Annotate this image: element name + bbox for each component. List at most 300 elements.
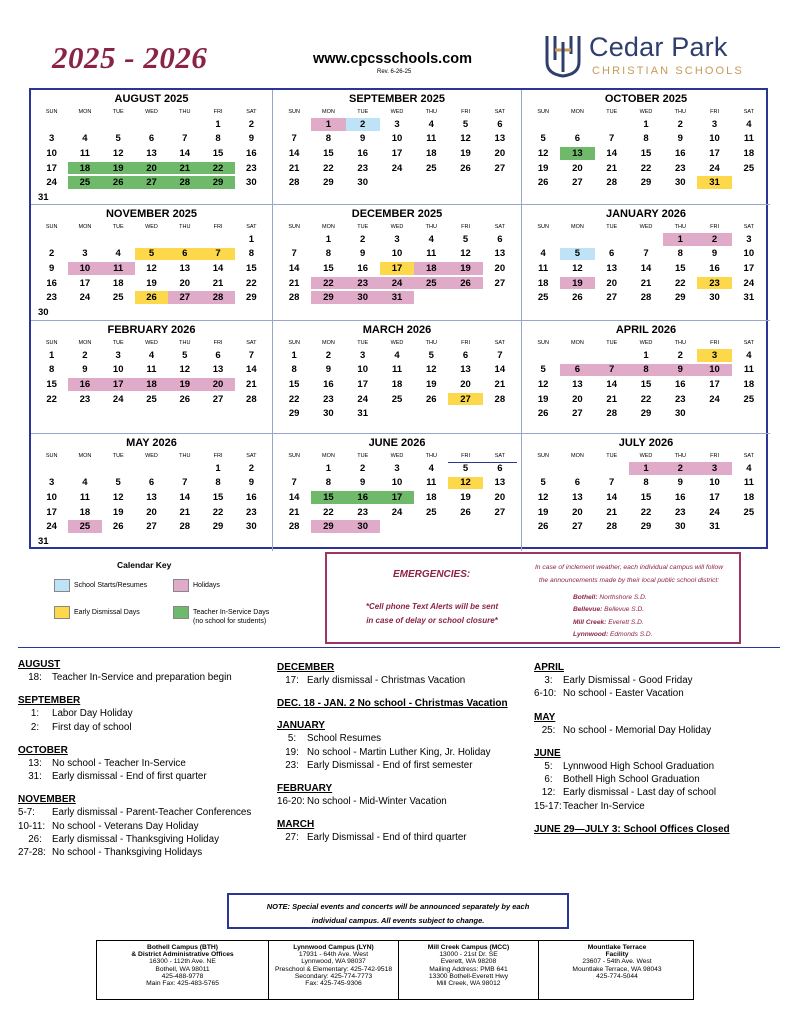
calendar-day: 25 [743,393,755,405]
key-early-dismissal [54,606,140,619]
calendar-day: 29 [323,177,334,189]
calendar-day: 31 [38,191,49,203]
calendar-day: 9 [677,477,683,489]
calendar-day: 3 [394,233,400,245]
calendar-week [273,290,521,305]
calendar-day: 16 [357,147,368,159]
calendar-day: 21 [212,277,224,289]
calendar-day: 25 [425,162,437,174]
calendar-empty [168,462,201,475]
calendar-day: 27 [572,177,583,189]
calendar-day: 25 [425,506,437,518]
campus-name: Mountlake Terrace [587,944,647,951]
weekday-label: WED [639,109,653,115]
calendar-empty [526,349,560,362]
calendar-day: 15 [640,491,652,503]
calendar-day: 13 [560,147,594,160]
calendar-day: 13 [179,262,191,274]
calendar-day: 13 [494,248,506,260]
calendar-day: 25 [68,176,101,189]
month-title: JUNE 2026 [368,437,426,449]
text-alert-notice [357,600,507,628]
event-date: 31: [28,771,42,783]
calendar-empty [168,118,201,131]
weekday-header-row [273,109,521,117]
calendar-week [273,490,521,505]
campus-detail: Mailing Address: PMB 641 [429,965,508,973]
calendar-week [31,232,272,247]
calendar-week [522,363,770,378]
campus-detail: Fax: 425-745-9306 [305,980,362,988]
campus-detail: Main Fax: 425-483-5765 [146,980,219,988]
weekday-label: TUE [606,340,618,346]
calendar-day: 25 [414,277,448,290]
calendar-day: 26 [537,408,549,420]
calendar-day: 16 [68,378,101,391]
calendar-day: 23 [357,506,368,518]
calendar-day: 1 [643,118,649,130]
calendar-day: 10 [391,133,403,145]
calendar-day: 29 [212,521,224,533]
calendar-day: 11 [391,364,403,376]
calendar-day: 3 [48,477,55,489]
calendar-day: 3 [394,462,400,474]
calendar-empty [277,233,311,246]
calendar-day: 26 [179,393,191,405]
calendar-day: 3 [711,118,718,130]
weekday-label: THU [179,453,191,459]
calendar-day: 12 [537,147,549,159]
event-month-heading: APRIL [534,662,564,673]
weekday-label: SUN [288,109,300,115]
calendar-day: 13 [606,262,617,274]
calendar-day: 21 [168,162,201,175]
calendar-day: 6 [574,477,581,489]
event-row [534,687,779,700]
calendar-day: 29 [640,521,652,533]
campus-name: Bothell Campus (BTH) [147,944,218,951]
calendar-empty [168,233,201,246]
calendar-day: 10 [697,364,731,377]
calendar-day: 6 [148,133,155,145]
calendar-day: 22 [246,277,257,289]
campus-detail: 425-774-5044 [596,972,638,980]
weekday-label: FRI [213,109,223,115]
weekday-header-row [273,453,521,461]
calendar-day: 9 [48,262,55,274]
calendar-day: 15 [212,147,224,159]
event-description: Early dismissal - Last day of school [563,787,716,799]
calendar-day: 12 [112,147,124,159]
calendar-day: 19 [537,162,549,174]
calendar-day: 17 [357,378,368,390]
calendar-empty [560,233,594,246]
calendar-day: 17 [46,506,57,518]
event-description: No school - Thanksgiving Holidays [52,847,203,859]
weekday-label: THU [425,109,437,115]
event-group-october [18,745,263,784]
event-group-may [534,712,779,737]
calendar-week [522,261,770,276]
campus-detail: Bothell, WA 98011 [155,965,210,973]
calendar-day: 10 [391,477,403,489]
calendar-day: 24 [391,506,403,518]
calendar-week [31,392,272,407]
weekday-label: SAT [743,224,754,230]
calendar-day: 7 [291,248,297,260]
calendar-day: 2 [677,118,683,130]
weekday-label: THU [674,109,686,115]
calendar-day: 14 [246,364,257,376]
event-description: Early dismissal - Thanksgiving Holiday [52,834,219,846]
calendar-day: 11 [146,364,157,376]
weekday-label: FRI [710,340,719,346]
holiday-swatch [173,579,189,592]
events-column-2 [277,662,522,856]
event-date: 10-11: [18,820,46,832]
calendar-day: 8 [48,364,55,376]
weekday-header-row [273,340,521,348]
calendar-day: 9 [360,477,366,489]
calendar-day: 21 [288,506,300,518]
weekday-label: TUE [357,340,369,346]
calendar-day: 8 [643,477,649,489]
campus-name: & District Administrative Offices [131,951,234,959]
event-description: Early dismissal - End of first quarter [52,771,207,783]
calendar-day: 30 [674,408,686,420]
calendar-day: 1 [643,349,649,361]
calendar-day: 22 [201,162,234,175]
calendar-empty [380,520,414,533]
calendar-week [273,406,521,421]
calendar-empty [277,462,311,475]
calendar-day: 20 [135,162,168,175]
weekday-label: FRI [710,453,719,459]
district-row [573,604,653,616]
calendar-week [31,276,272,291]
calendar-day: 26 [460,506,471,518]
calendar-week [522,476,770,491]
weekday-label: THU [674,224,686,230]
calendar-day: 1 [248,233,254,245]
key-label: Holidays [193,582,220,589]
event-date: 27: [285,832,299,844]
month-september-2025 [273,90,522,205]
calendar-day: 21 [606,393,617,405]
calendar-empty [526,118,560,131]
month-january-2026 [522,205,770,321]
key-school-start [54,579,147,592]
calendar-day: 12 [112,491,124,503]
calendar-day: 13 [572,491,583,503]
calendar-day: 6 [560,364,594,377]
calendar-day: 28 [179,521,191,533]
calendar-week [522,175,770,190]
calendar-day: 16 [246,491,257,503]
month-february-2026 [31,321,273,434]
event-special-notice: DEC. 18 - JAN. 2 No school - Christmas Vacation [277,698,508,710]
event-special-notice: JUNE 29—JULY 3: School Offices Closed [534,824,730,836]
calendar-day: 30 [246,521,257,533]
weekday-label: SUN [537,453,549,459]
weekday-label: TUE [357,453,369,459]
calendar-day: 17 [709,491,720,503]
weekday-label: TUE [357,224,369,230]
calendar-day: 22 [640,162,652,174]
month-title: MAY 2026 [126,437,177,449]
calendar-day: 26 [112,521,124,533]
calendar-day: 21 [494,378,506,390]
calendar-day: 10 [391,248,403,260]
calendar-day: 1 [325,462,332,474]
calendar-day: 15 [311,491,345,504]
calendar-week [31,175,272,190]
weekday-label: THU [425,340,437,346]
calendar-day: 8 [215,477,221,489]
calendar-day: 30 [674,521,686,533]
weekday-label: WED [145,340,158,346]
calendar-day: 12 [537,491,549,503]
campus-info [269,941,399,999]
calendar-day: 10 [68,262,101,275]
special-events-note [227,893,569,929]
event-group-august [18,659,263,684]
weekday-label: WED [639,224,653,230]
calendar-day: 13 [494,133,506,145]
calendar-empty [68,535,101,548]
event-month-heading: FEBRUARY [277,783,333,795]
district-campus: Mill Creek: [573,618,607,626]
weekday-header-row [31,109,272,117]
calendar-day: 15 [246,262,257,274]
calendar-day: 28 [288,177,300,189]
calendar-day: 17 [743,262,755,274]
school-start-swatch [54,579,70,592]
campus-detail: Secondary: 425-774-7773 [294,972,373,980]
calendar-week [273,348,521,363]
logo-name: Cedar Park [589,32,728,62]
calendar-day: 15 [323,262,334,274]
calendar-day: 6 [497,118,503,130]
calendar-day: 28 [288,292,300,304]
calendar-day: 2 [360,462,366,474]
website-link[interactable]: www.cpcsschools.com [313,51,473,67]
calendar-week [273,519,521,534]
calendar-day: 28 [288,521,300,533]
calendar-day: 15 [674,262,686,274]
weekday-label: MON [322,109,335,115]
event-month-heading: DECEMBER [277,662,335,673]
calendar-day: 19 [537,393,549,405]
calendar-day: 26 [102,176,135,189]
calendar-empty [560,349,594,362]
calendar-day: 13 [146,491,157,503]
calendar-week [522,132,770,147]
month-title: NOVEMBER 2025 [105,208,198,220]
calendar-day: 30 [246,177,257,189]
calendar-day: 29 [640,408,652,420]
calendar-empty [448,407,482,420]
calendar-day: 19 [448,262,482,275]
calendar-day: 12 [146,262,157,274]
calendar-day: 16 [357,262,368,274]
calendar-day: 17 [102,378,135,391]
calendar-day: 11 [426,477,437,489]
calendar-day: 24 [46,177,57,189]
calendar-week [31,505,272,520]
calendar-day: 28 [246,393,257,405]
event-row [534,674,779,687]
key-label [193,606,269,626]
calendar-day: 1 [663,233,697,246]
calendar-empty [277,118,311,131]
calendar-week [522,161,770,176]
calendar-day: 13 [572,378,583,390]
calendar-week [273,132,521,147]
calendar-day: 30 [709,292,720,304]
calendar-week [273,161,521,176]
calendar-day: 9 [325,364,332,376]
calendar-day: 4 [115,248,121,260]
calendar-day: 29 [288,408,300,420]
calendar-day: 25 [743,506,755,518]
weekday-label: WED [145,224,158,230]
calendar-day: 23 [323,393,334,405]
calendar-day: 3 [115,349,121,361]
weekday-label: FRI [213,224,223,230]
calendar-week [522,232,770,247]
calendar-day: 20 [606,277,617,289]
key-label: Early Dismissal Days [74,609,140,616]
event-row [534,786,779,799]
calendar-empty [560,118,594,131]
calendar-day: 20 [572,506,583,518]
weekday-label: THU [425,224,437,230]
calendar-day: 25 [146,393,157,405]
calendar-day: 29 [246,292,257,304]
calendar-day: 21 [606,162,617,174]
month-april-2026 [522,321,770,434]
calendar-day: 7 [291,133,297,145]
district-row [573,592,653,604]
weekday-label: SUN [288,340,300,346]
calendar-empty [732,520,766,533]
calendar-day: 18 [135,378,168,391]
weekday-label: SUN [45,224,58,230]
calendar-day: 1 [215,118,221,130]
calendar-day: 17 [380,262,414,275]
calendar-day: 1 [311,118,345,131]
calendar-empty [168,535,201,548]
event-group-september [18,695,263,734]
calendar-day: 16 [709,262,720,274]
calendar-week [31,132,272,147]
campus-detail: Lynnwood, WA 98037 [301,958,366,966]
calendar-week [273,146,521,161]
calendar-day: 8 [325,133,332,145]
calendar-day: 18 [391,378,403,390]
calendar-day: 16 [246,147,257,159]
campus-detail: 23607 - 54th Ave. West [582,958,652,966]
calendar-empty [135,535,168,548]
weekday-label: WED [639,340,653,346]
calendar-day: 4 [148,349,155,361]
calendar-week [31,461,272,476]
event-month-heading: NOVEMBER [18,794,76,806]
weekday-label: TUE [606,453,618,459]
calendar-day: 22 [323,506,334,518]
calendar-day: 15 [212,491,224,503]
calendar-day: 15 [46,378,57,390]
event-description: No school - Mid-Winter Vacation [307,796,447,808]
calendar-day: 22 [674,277,686,289]
calendar-day: 23 [46,292,57,304]
note-line: individual campus. All events subject to change. [311,916,485,925]
calendar-day: 18 [68,162,101,175]
district-name: Bellevue S.D. [604,606,645,614]
campus-info [539,941,695,999]
month-may-2026 [31,434,273,551]
calendar-day: 14 [606,378,617,390]
event-group-january [277,720,522,772]
calendar-day: 16 [46,277,57,289]
event-description: Early Dismissal - End of first semester [307,759,473,771]
calendar-empty [483,291,517,304]
campus-name: Lynnwood Campus (LYN) [293,944,374,951]
calendar-day: 10 [357,364,368,376]
calendar-day: 18 [743,378,755,390]
calendar-day: 25 [743,162,755,174]
weekday-label: SAT [246,224,257,230]
calendar-day: 30 [323,408,334,420]
calendar-week [31,261,272,276]
calendar-week [31,377,272,392]
logo-subtitle: CHRISTIAN SCHOOLS [592,65,744,77]
calendar-day: 14 [606,147,617,159]
calendar-day: 8 [677,248,683,260]
calendar-day: 17 [391,147,403,159]
calendar-day: 10 [46,491,57,503]
weekday-label: MON [571,340,584,346]
events-column-3 [534,662,779,846]
calendar-day: 24 [112,393,124,405]
calendar-day: 13 [146,147,157,159]
calendar-day: 10 [112,364,124,376]
calendar-week [31,534,272,549]
event-row [18,721,263,734]
calendar-day: 24 [380,277,414,290]
calendar-empty [560,462,594,475]
calendar-day: 2 [325,349,332,361]
calendar-day: 28 [606,521,617,533]
calendar-week [273,261,521,276]
calendar-day: 31 [709,521,720,533]
calendar-week [522,117,770,132]
calendar-week [522,290,770,305]
year-title: 2025 - 2026 [52,40,208,75]
month-march-2026 [273,321,522,434]
calendar-empty [448,520,482,533]
calendar-day: 21 [246,378,257,390]
calendar-empty [102,233,135,246]
calendar-day: 17 [46,162,57,174]
calendar-empty [68,191,101,204]
event-description: Lynnwood High School Graduation [563,760,715,772]
weekday-label: THU [179,109,191,115]
calendar-day: 21 [288,277,300,289]
event-row [18,707,263,720]
calendar-empty [448,176,482,189]
